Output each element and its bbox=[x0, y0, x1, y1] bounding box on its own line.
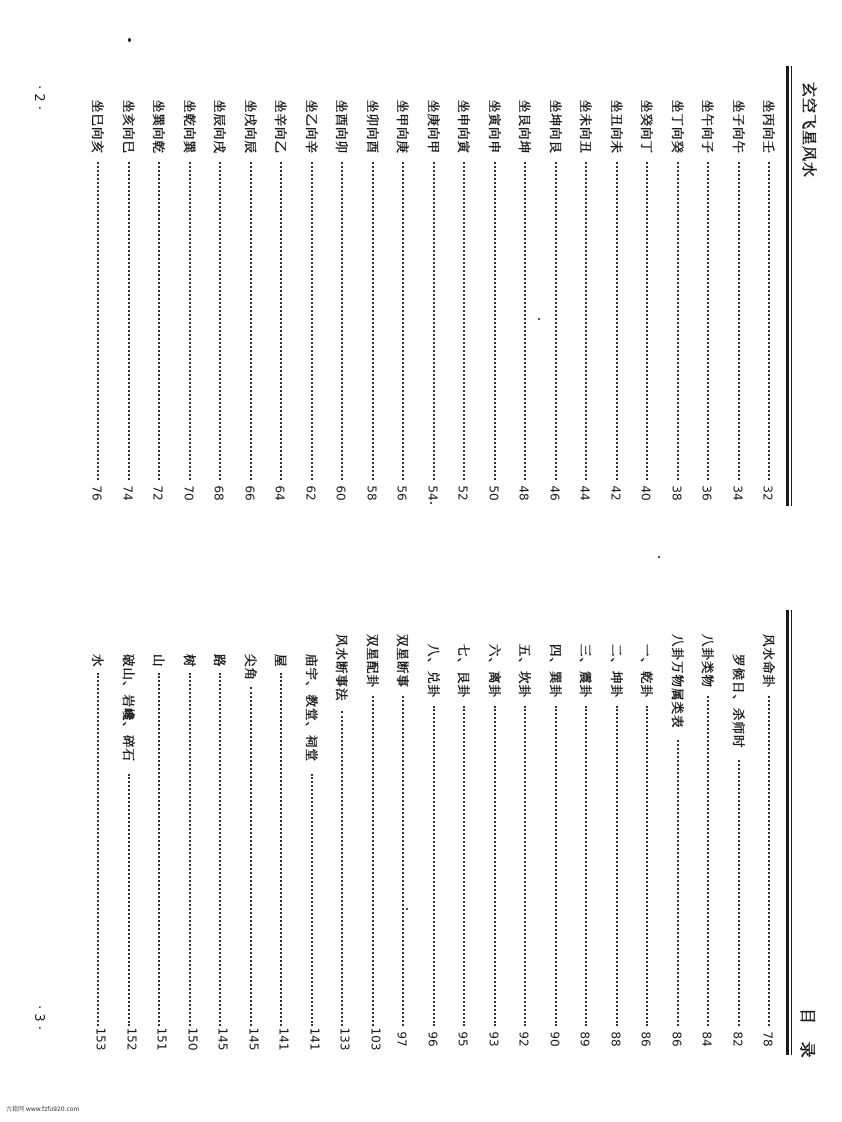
right-toc-entry-label: 三、震卦 bbox=[578, 644, 593, 699]
right-toc-leader-dots bbox=[219, 673, 221, 1027]
left-toc-entry bbox=[758, 100, 782, 520]
right-toc-entry bbox=[636, 634, 660, 1070]
left-toc-entry bbox=[575, 100, 599, 520]
right-toc-entry bbox=[545, 634, 569, 1070]
right-toc-entry-page: 153 bbox=[93, 1027, 108, 1051]
left-toc-entry-label: 坐丑向未 bbox=[608, 100, 624, 155]
right-toc-entry-page: 90 bbox=[547, 1031, 562, 1047]
left-toc-leader-dots bbox=[311, 162, 313, 480]
right-toc-entry-label: 路 bbox=[212, 654, 227, 668]
right-toc-leader-dots bbox=[738, 760, 740, 1027]
right-page-top-rule-thin bbox=[791, 610, 792, 1055]
scan-speck bbox=[658, 556, 660, 558]
left-toc-entry-label: 坐未向丑 bbox=[578, 100, 593, 155]
right-toc-entry-page: 141 bbox=[306, 1027, 321, 1051]
right-toc-entry-page: 150 bbox=[184, 1027, 199, 1051]
right-toc-leader-dots bbox=[372, 696, 374, 1026]
left-toc-entry-label: 坐坤向艮 bbox=[547, 100, 563, 155]
left-page-top-rule-thick bbox=[786, 66, 789, 506]
left-toc-entry-label: 坐乾向巽 bbox=[181, 100, 197, 155]
right-toc-entry-page: 145 bbox=[245, 1027, 260, 1051]
left-toc-entry bbox=[362, 100, 386, 520]
left-toc-entry-page: 36 bbox=[699, 485, 714, 501]
left-toc-entry-page: 68 bbox=[211, 485, 226, 501]
left-toc-entry-page: 50 bbox=[486, 485, 501, 501]
left-toc-entry bbox=[667, 100, 691, 520]
right-toc-entry bbox=[514, 634, 538, 1070]
book-title: 玄空飞星风水 bbox=[800, 82, 818, 179]
right-toc-entry-page: 96 bbox=[425, 1031, 440, 1047]
left-toc-entry-label: 坐丁向癸 bbox=[669, 100, 685, 155]
right-toc-entry-page: 141 bbox=[276, 1027, 291, 1051]
right-toc-entry-label: 风水命卦 bbox=[761, 634, 776, 689]
left-toc-entry bbox=[87, 100, 111, 520]
left-toc-leader-dots bbox=[433, 162, 435, 480]
left-toc-entry-label: 坐子向午 bbox=[730, 100, 746, 155]
left-toc-leader-dots bbox=[555, 162, 557, 480]
right-toc-entry-label: 庙宇、教堂、祠堂 bbox=[303, 654, 319, 763]
left-toc-entry-page: 48 bbox=[516, 485, 531, 501]
left-toc-entry bbox=[636, 100, 660, 520]
left-toc-leader-dots bbox=[646, 162, 648, 480]
right-toc-entry-label: 屋 bbox=[273, 654, 288, 668]
right-toc-entry-label: 二、坤卦 bbox=[608, 644, 624, 699]
right-toc-entry bbox=[118, 634, 142, 1070]
right-toc-entry bbox=[392, 634, 416, 1070]
left-toc-leader-dots bbox=[372, 162, 374, 480]
scan-speck bbox=[538, 318, 540, 320]
left-toc-entry bbox=[514, 100, 538, 520]
right-toc-entry-label: 一、乾卦 bbox=[639, 644, 654, 699]
left-toc-entry bbox=[301, 100, 325, 520]
right-toc-leader-dots bbox=[311, 774, 313, 1026]
left-toc-entry-page: 62 bbox=[303, 485, 318, 501]
right-toc-entry bbox=[484, 634, 508, 1070]
left-toc-entry-page: 74 bbox=[120, 485, 135, 501]
left-toc-entry-label: 坐癸向丁 bbox=[639, 100, 654, 155]
left-toc-entry bbox=[484, 100, 508, 520]
scan-speck bbox=[128, 38, 131, 42]
right-toc-entry-page: 89 bbox=[577, 1031, 592, 1047]
left-toc-entry bbox=[606, 100, 630, 520]
right-toc-entry-label: 五、坎卦 bbox=[517, 644, 532, 699]
left-toc-entry-label: 坐申向寅 bbox=[456, 100, 471, 155]
left-toc-entry-label: 坐辛向乙 bbox=[273, 100, 288, 155]
right-toc-leader-dots bbox=[646, 706, 648, 1026]
right-toc-entry bbox=[240, 634, 264, 1070]
left-toc-entry bbox=[270, 100, 294, 520]
left-toc-entry-page: 60 bbox=[333, 485, 348, 501]
left-toc-leader-dots bbox=[402, 162, 404, 480]
left-toc-entry bbox=[728, 100, 752, 520]
right-toc-entry-label: 四、巽卦 bbox=[547, 644, 563, 699]
left-toc-entry-label: 坐丙向壬 bbox=[761, 100, 776, 155]
left-toc-entry-label: 坐庚向甲 bbox=[425, 100, 441, 155]
left-toc-entry bbox=[209, 100, 233, 520]
left-toc-leader-dots bbox=[463, 162, 465, 480]
right-toc-leader-dots bbox=[463, 706, 465, 1026]
right-toc-entry bbox=[331, 634, 355, 1070]
right-toc-entry-page: 95 bbox=[455, 1031, 470, 1047]
left-toc-entry bbox=[240, 100, 264, 520]
left-toc-entry-label: 坐艮向坤 bbox=[517, 100, 532, 155]
left-toc-entry-label: 坐午向子 bbox=[700, 100, 715, 155]
left-toc-entry-page: 66 bbox=[242, 485, 257, 501]
left-toc-entry bbox=[453, 100, 477, 520]
left-toc-leader-dots bbox=[250, 162, 252, 480]
left-toc-entry-label: 坐卯向酉 bbox=[364, 100, 380, 155]
right-toc-entry-page: 88 bbox=[608, 1031, 623, 1047]
scan-speck bbox=[430, 502, 432, 504]
left-toc-leader-dots bbox=[768, 162, 770, 480]
left-toc-leader-dots bbox=[341, 162, 343, 480]
left-page-top-rule-thin bbox=[791, 66, 792, 506]
left-toc-entry-page: 56 bbox=[394, 485, 409, 501]
right-toc-leader-dots bbox=[250, 687, 252, 1026]
right-toc-entry bbox=[453, 634, 477, 1070]
right-toc-entry-label: 八、兑卦 bbox=[425, 644, 441, 699]
right-toc-entry bbox=[758, 634, 782, 1070]
right-toc-entry-page: 82 bbox=[730, 1031, 745, 1047]
left-toc-entry-page: 40 bbox=[638, 485, 653, 501]
left-toc-entry-page: 44 bbox=[577, 485, 592, 501]
right-toc-entry-page: 151 bbox=[154, 1027, 169, 1051]
left-toc-entry-page: 58 bbox=[364, 485, 379, 501]
right-toc-entry bbox=[423, 634, 447, 1070]
left-toc-entry-label: 坐亥向巳 bbox=[120, 100, 136, 155]
right-toc-leader-dots bbox=[768, 696, 770, 1026]
right-toc-entry-label: 水 bbox=[90, 654, 105, 668]
right-toc-entry-label: 罗候日、杀师时 bbox=[730, 654, 746, 749]
right-toc-leader-dots bbox=[707, 696, 709, 1026]
left-toc-entry-page: 42 bbox=[608, 485, 623, 501]
left-toc-leader-dots bbox=[219, 162, 221, 480]
right-toc-entry bbox=[575, 634, 599, 1070]
right-toc-entry-page: 103 bbox=[367, 1027, 382, 1051]
right-toc-entry-page: 86 bbox=[638, 1031, 653, 1047]
left-toc-leader-dots bbox=[585, 162, 587, 480]
watermark: 古籍网 www.fzfu920.com bbox=[6, 1106, 80, 1113]
left-toc-entry-label: 坐甲向庚 bbox=[395, 100, 410, 155]
left-page-number: · 2 · bbox=[30, 85, 46, 110]
right-toc-entry-label: 树 bbox=[181, 654, 197, 668]
right-toc-leader-dots bbox=[555, 706, 557, 1026]
left-toc-entry bbox=[423, 100, 447, 520]
left-toc-leader-dots bbox=[524, 162, 526, 480]
right-toc-entry-label: 六、离卦 bbox=[486, 644, 502, 699]
right-toc-entry bbox=[362, 634, 386, 1070]
left-toc-entry-page: 76 bbox=[89, 485, 104, 501]
right-toc-entry-label: 八卦类物 bbox=[700, 634, 715, 689]
left-toc-entry bbox=[148, 100, 172, 520]
right-toc-leader-dots bbox=[189, 673, 191, 1027]
right-toc-entry-label: 双星断事 bbox=[395, 634, 410, 689]
right-toc-entry-page: 93 bbox=[486, 1031, 501, 1047]
right-toc-leader-dots bbox=[97, 673, 99, 1027]
right-toc-leader-dots bbox=[280, 673, 282, 1027]
right-toc-entry-label: 破山、岩巉、碎石 bbox=[120, 654, 136, 763]
right-toc-leader-dots bbox=[158, 673, 160, 1027]
left-toc-entry-label: 坐巽向乾 bbox=[151, 100, 166, 155]
left-toc-entry-page: 64 bbox=[272, 485, 287, 501]
right-toc-leader-dots bbox=[616, 706, 618, 1026]
right-toc-entry bbox=[301, 634, 325, 1070]
right-toc-entry-label: 山 bbox=[151, 654, 166, 668]
right-toc-entry bbox=[87, 634, 111, 1070]
right-toc-leader-dots bbox=[402, 696, 404, 1026]
left-toc-entry-page: 70 bbox=[181, 485, 196, 501]
right-toc-entry bbox=[148, 634, 172, 1070]
left-toc-entry-label: 坐酉向卯 bbox=[334, 100, 349, 155]
right-toc-entry-page: 97 bbox=[394, 1031, 409, 1047]
right-toc-entry bbox=[270, 634, 294, 1070]
left-toc-leader-dots bbox=[494, 162, 496, 480]
scan-speck bbox=[406, 908, 408, 910]
left-toc-leader-dots bbox=[97, 162, 99, 480]
right-toc-entry-label: 八卦万物属类表 bbox=[669, 634, 685, 729]
left-toc-leader-dots bbox=[616, 162, 618, 480]
left-toc-entry-label: 坐巳向亥 bbox=[90, 100, 105, 155]
right-toc-entry-page: 78 bbox=[760, 1031, 775, 1047]
left-toc-leader-dots bbox=[738, 162, 740, 480]
right-toc-entry-page: 133 bbox=[337, 1027, 352, 1051]
right-toc-leader-dots bbox=[585, 706, 587, 1026]
right-toc-entry bbox=[667, 634, 691, 1070]
right-toc-entry-label: 风水断事法 bbox=[334, 634, 349, 702]
left-toc-entry-page: 38 bbox=[669, 485, 684, 501]
left-toc-entry bbox=[697, 100, 721, 520]
left-toc-entry-page: 32 bbox=[760, 485, 775, 501]
left-toc-entry-page: 54 bbox=[425, 485, 440, 501]
right-toc-entry-label: 双星配卦 bbox=[364, 634, 380, 689]
right-toc-entry-label: 尖角 bbox=[242, 654, 258, 682]
right-toc-entry-page: 152 bbox=[123, 1027, 138, 1051]
left-toc-entry bbox=[392, 100, 416, 520]
right-page-top-rule-thick bbox=[786, 610, 789, 1055]
left-toc-entry-label: 坐辰向戌 bbox=[212, 100, 227, 155]
right-toc-entry-page: 145 bbox=[215, 1027, 230, 1051]
left-toc-leader-dots bbox=[128, 162, 130, 480]
right-toc-leader-dots bbox=[341, 711, 343, 1027]
left-toc-entry bbox=[118, 100, 142, 520]
right-page-number: · 3 · bbox=[30, 1005, 46, 1030]
right-toc-leader-dots bbox=[494, 706, 496, 1026]
right-toc-entry bbox=[209, 634, 233, 1070]
left-toc-leader-dots bbox=[189, 162, 191, 480]
left-toc-leader-dots bbox=[280, 162, 282, 480]
right-toc-entry-label: 七、艮卦 bbox=[456, 644, 471, 699]
section-title: 目 录 bbox=[798, 1008, 817, 1064]
left-toc-leader-dots bbox=[158, 162, 160, 480]
right-toc-entry bbox=[179, 634, 203, 1070]
right-toc-entry-page: 92 bbox=[516, 1031, 531, 1047]
left-toc-entry-page: 34 bbox=[730, 485, 745, 501]
right-toc-leader-dots bbox=[677, 740, 679, 1027]
left-toc-entry bbox=[179, 100, 203, 520]
left-toc-leader-dots bbox=[707, 162, 709, 480]
left-toc-leader-dots bbox=[677, 162, 679, 480]
left-toc-entry-page: 72 bbox=[150, 485, 165, 501]
left-toc-entry bbox=[331, 100, 355, 520]
right-toc-entry bbox=[606, 634, 630, 1070]
right-toc-entry-page: 84 bbox=[699, 1031, 714, 1047]
left-toc-entry-label: 坐乙向辛 bbox=[303, 100, 319, 155]
left-toc-entry-page: 46 bbox=[547, 485, 562, 501]
left-toc-entry-page: 52 bbox=[455, 485, 470, 501]
right-toc-entry bbox=[728, 634, 752, 1070]
left-toc-entry-label: 坐寅向申 bbox=[486, 100, 502, 155]
left-toc-entry bbox=[545, 100, 569, 520]
right-toc-leader-dots bbox=[128, 774, 130, 1026]
right-toc-entry bbox=[697, 634, 721, 1070]
right-toc-entry-page: 86 bbox=[669, 1031, 684, 1047]
right-toc-leader-dots bbox=[524, 706, 526, 1026]
right-toc-leader-dots bbox=[433, 706, 435, 1026]
left-toc-entry-label: 坐戌向辰 bbox=[242, 100, 258, 155]
